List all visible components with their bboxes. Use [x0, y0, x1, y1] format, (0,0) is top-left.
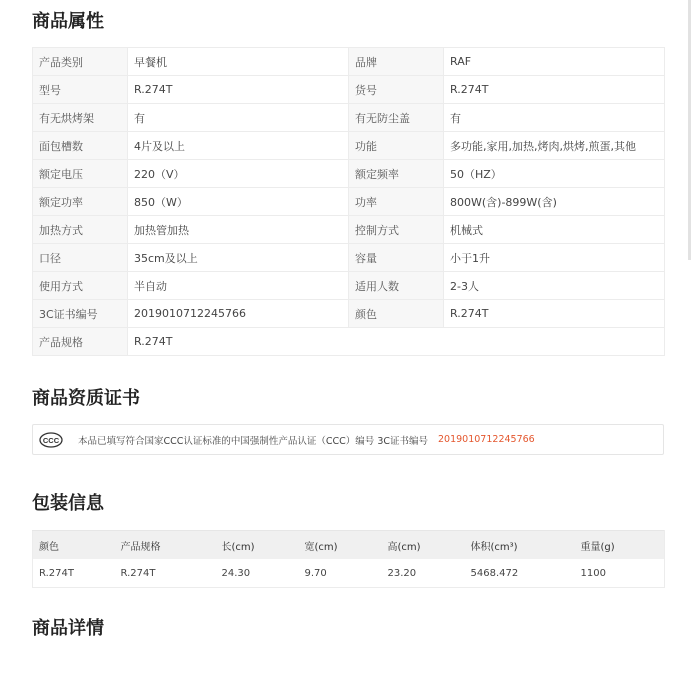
- svg-text:CCC: CCC: [42, 435, 60, 445]
- attributes-table: [32, 47, 665, 356]
- attribute-key: 适用人数: [349, 272, 444, 300]
- attributes-row: [33, 160, 665, 188]
- attribute-value: 800W(含)-899W(含): [444, 188, 665, 216]
- attribute-key: 容量: [349, 244, 444, 272]
- section-title-attributes: 商品属性: [32, 11, 104, 32]
- attribute-key: 使用方式: [33, 272, 128, 300]
- packing-cell: 9.70: [299, 559, 382, 588]
- certificate-number: 2019010712245766: [438, 434, 535, 445]
- attributes-row: [33, 244, 665, 272]
- attribute-value: 半自动: [128, 272, 349, 300]
- packing-header: 宽(cm): [299, 531, 382, 560]
- packing-cell: R.274T: [115, 559, 216, 588]
- section-title-certificate: 商品资质证书: [32, 388, 140, 409]
- certificate-text: 本品已填写符合国家CCC认证标准的中国强制性产品认证（CCC）编号 3C证书编号: [78, 435, 428, 447]
- attribute-value: 加热管加热: [128, 216, 349, 244]
- attribute-value: 多功能,家用,加热,烤肉,烘烤,煎蛋,其他: [444, 132, 665, 160]
- attribute-key: 功能: [349, 132, 444, 160]
- attributes-row: [33, 104, 665, 132]
- attribute-key: 面包槽数: [33, 132, 128, 160]
- section-title-packing: 包装信息: [32, 493, 104, 514]
- attributes-table-body: [33, 48, 665, 356]
- packing-header: 重量(g): [575, 531, 665, 560]
- packing-header: 体积(cm³): [465, 531, 575, 560]
- attribute-key: 额定电压: [33, 160, 128, 188]
- attribute-key: 型号: [33, 76, 128, 104]
- attribute-value: 2019010712245766: [128, 300, 349, 328]
- attribute-key: 有无烘烤架: [33, 104, 128, 132]
- attribute-value: 有: [444, 104, 665, 132]
- attribute-key: 有无防尘盖: [349, 104, 444, 132]
- attribute-value: 50（HZ）: [444, 160, 665, 188]
- attribute-value: 机械式: [444, 216, 665, 244]
- attribute-value: 35cm及以上: [128, 244, 349, 272]
- attribute-key: 口径: [33, 244, 128, 272]
- attribute-key: 控制方式: [349, 216, 444, 244]
- attribute-value: 850（W）: [128, 188, 349, 216]
- attribute-value: 有: [128, 104, 349, 132]
- attribute-key: 货号: [349, 76, 444, 104]
- ccc-icon: [39, 432, 63, 448]
- attribute-key: 功率: [349, 188, 444, 216]
- attribute-key: 产品类别: [33, 48, 128, 76]
- packing-header: 高(cm): [382, 531, 465, 560]
- attribute-value: R.274T: [444, 76, 665, 104]
- packing-header-row: [33, 531, 665, 560]
- attributes-row: [33, 216, 665, 244]
- certificate-box: [32, 424, 664, 455]
- attribute-value: 小于1升: [444, 244, 665, 272]
- attribute-value: 4片及以上: [128, 132, 349, 160]
- attribute-value: 2-3人: [444, 272, 665, 300]
- packing-cell: 24.30: [216, 559, 299, 588]
- attributes-row: [33, 48, 665, 76]
- packing-header: 产品规格: [115, 531, 216, 560]
- packing-cell: 5468.472: [465, 559, 575, 588]
- attribute-key: 加热方式: [33, 216, 128, 244]
- attributes-row: [33, 132, 665, 160]
- attribute-value: R.274T: [128, 76, 349, 104]
- attribute-value: 早餐机: [128, 48, 349, 76]
- attribute-value: RAF: [444, 48, 665, 76]
- attribute-key: 额定功率: [33, 188, 128, 216]
- packing-cell: R.274T: [33, 559, 115, 588]
- attributes-row: [33, 328, 665, 356]
- attribute-value: 220（V）: [128, 160, 349, 188]
- attribute-value: R.274T: [128, 328, 665, 356]
- attribute-key: 3C证书编号: [33, 300, 128, 328]
- attribute-value: R.274T: [444, 300, 665, 328]
- packing-header: 长(cm): [216, 531, 299, 560]
- attribute-key: 品牌: [349, 48, 444, 76]
- attributes-row: [33, 76, 665, 104]
- packing-header: 颜色: [33, 531, 115, 560]
- packing-table: [32, 530, 665, 588]
- attribute-key: 颜色: [349, 300, 444, 328]
- attributes-row: [33, 300, 665, 328]
- attributes-row: [33, 272, 665, 300]
- attributes-row: [33, 188, 665, 216]
- packing-cell: 23.20: [382, 559, 465, 588]
- section-title-details: 商品详情: [32, 618, 104, 639]
- packing-cell: 1100: [575, 559, 665, 588]
- table-row: [33, 559, 665, 588]
- attribute-key: 额定频率: [349, 160, 444, 188]
- attribute-key: 产品规格: [33, 328, 128, 356]
